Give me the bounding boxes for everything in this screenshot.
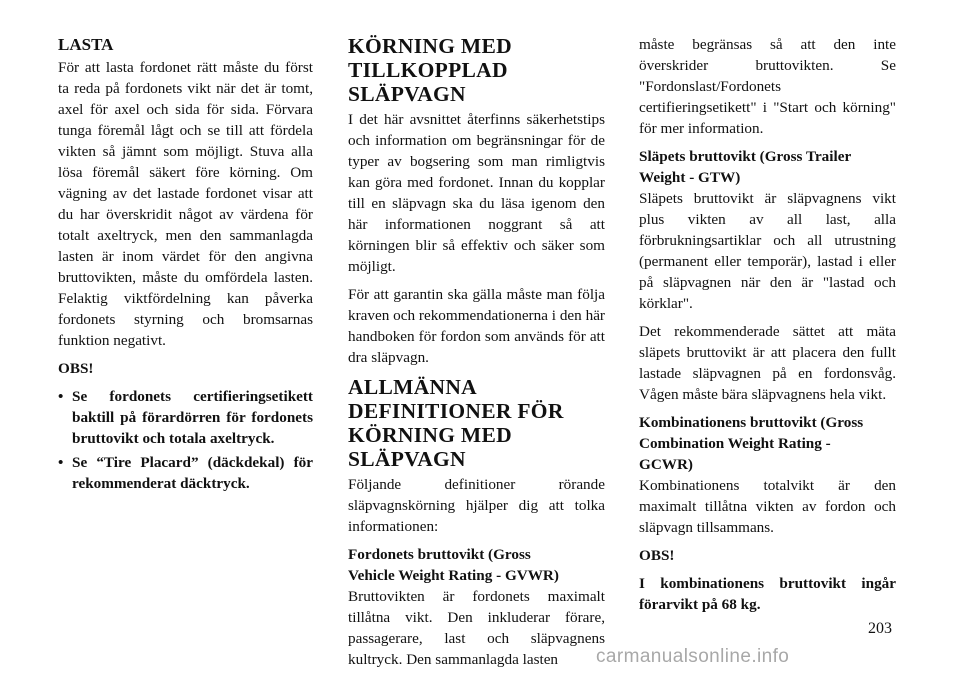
list-item: • Se fordonets certifieringsetikett baktill på förardörren för fordonets bruttovikt och totala axeltryck. [58,388,313,447]
note-text: I kombinationens bruttovikt ingår förarvikt på 68 kg. [639,575,896,613]
paragraph: Kombinationens totalvikt är den maximalt tillåtna vikten av fordon och släpvagn tillsammans. [639,477,896,536]
paragraph: Följande definitioner rörande släpvagnskörning hjälper dig att tolka informationen: [348,476,605,535]
note-list [58,386,313,494]
paragraph: För att lasta fordonet rätt måste du först ta reda på fordonets vikt när det är tomt, axel för axel och sida för sida. Förvara tunga föremål lågt och se till att fördela vikten så jämnt som möjligt. Stuva alla lösa föremål säkert före körning. Om vägning av det lastade fordonet visar att du har överskridit något av värdena för totalt axeltryck, men den sammanlagda lasten är inom värdet för den angivna bruttovikten, måste du omfördela lasten. Felaktig viktfördelning kan påverka fordonets styrning och bromsarnas funktion negativt. [58,59,313,349]
chapter-heading: KÖRNING MED TILLKOPPLAD SLÄPVAGN [348,34,512,106]
column-2 [348,34,605,677]
subheading-gcwr: Kombinationens bruttovikt (Gross Combination Weight Rating - GCWR) [639,414,864,473]
paragraph: I det här avsnittet återfinns säkerhetstips och information om begränsningar för de typer av bogsering som man rimligtvis kan göra med fordonet. Innan du kopplar till en släpvagn ska du läsa igenom den här informationen noggrant så att körningen blir så effektiv och säker som möjligt. [348,111,605,275]
section-heading-lasta: LASTA [58,35,114,54]
subheading-gtw: Släpets bruttovikt (Gross Trailer Weight - GTW) [639,148,852,186]
subheading-gvwr: Fordonets bruttovikt (Gross Vehicle Weight Rating - GVWR) [348,546,559,584]
paragraph: För att garantin ska gälla måste man följa kraven och rekommendationerna i den här handboken för fordon som används för att dra släpvagn. [348,286,605,366]
paragraph: Det rekommenderade sättet att mäta släpets bruttovikt är att placera den fullt lastade släpvagnen på en fordonsvåg. Vågen måste bära släpvagnens hela vikt. [639,323,896,403]
bullet-icon: • [58,454,64,471]
column-1 [58,34,313,497]
paragraph: måste begränsas så att den inte överskrider bruttovikten. Se "Fordonslast/Fordonets certifieringsetikett" i "Start och körning" för mer information. [639,36,896,137]
note-label: OBS! [639,547,675,564]
note-label: OBS! [58,360,94,377]
list-item: • Se “Tire Placard” (däckdekal) för rekommenderat däcktryck. [58,454,313,492]
bullet-icon: • [58,388,64,405]
watermark: carmanualsonline.info [596,646,790,667]
paragraph: Släpets bruttovikt är släpvagnens vikt plus vikten av all last, alla förbrukningsartiklar och all utrustning (permanent eller temporär), lastad i eller på släpvagnen när den är "lastad och körklar". [639,190,896,312]
section-heading-definitions: ALLMÄNNA DEFINITIONER FÖR KÖRNING MED SLÄPVAGN [348,375,564,471]
column-3 [639,34,896,622]
paragraph: Bruttovikten är fordonets maximalt tillåtna vikt. Den inkluderar förare, passagerare, last och släpvagnens kultryck. Den sammanlagda lasten [348,588,605,668]
page-number: 203 [868,620,892,637]
